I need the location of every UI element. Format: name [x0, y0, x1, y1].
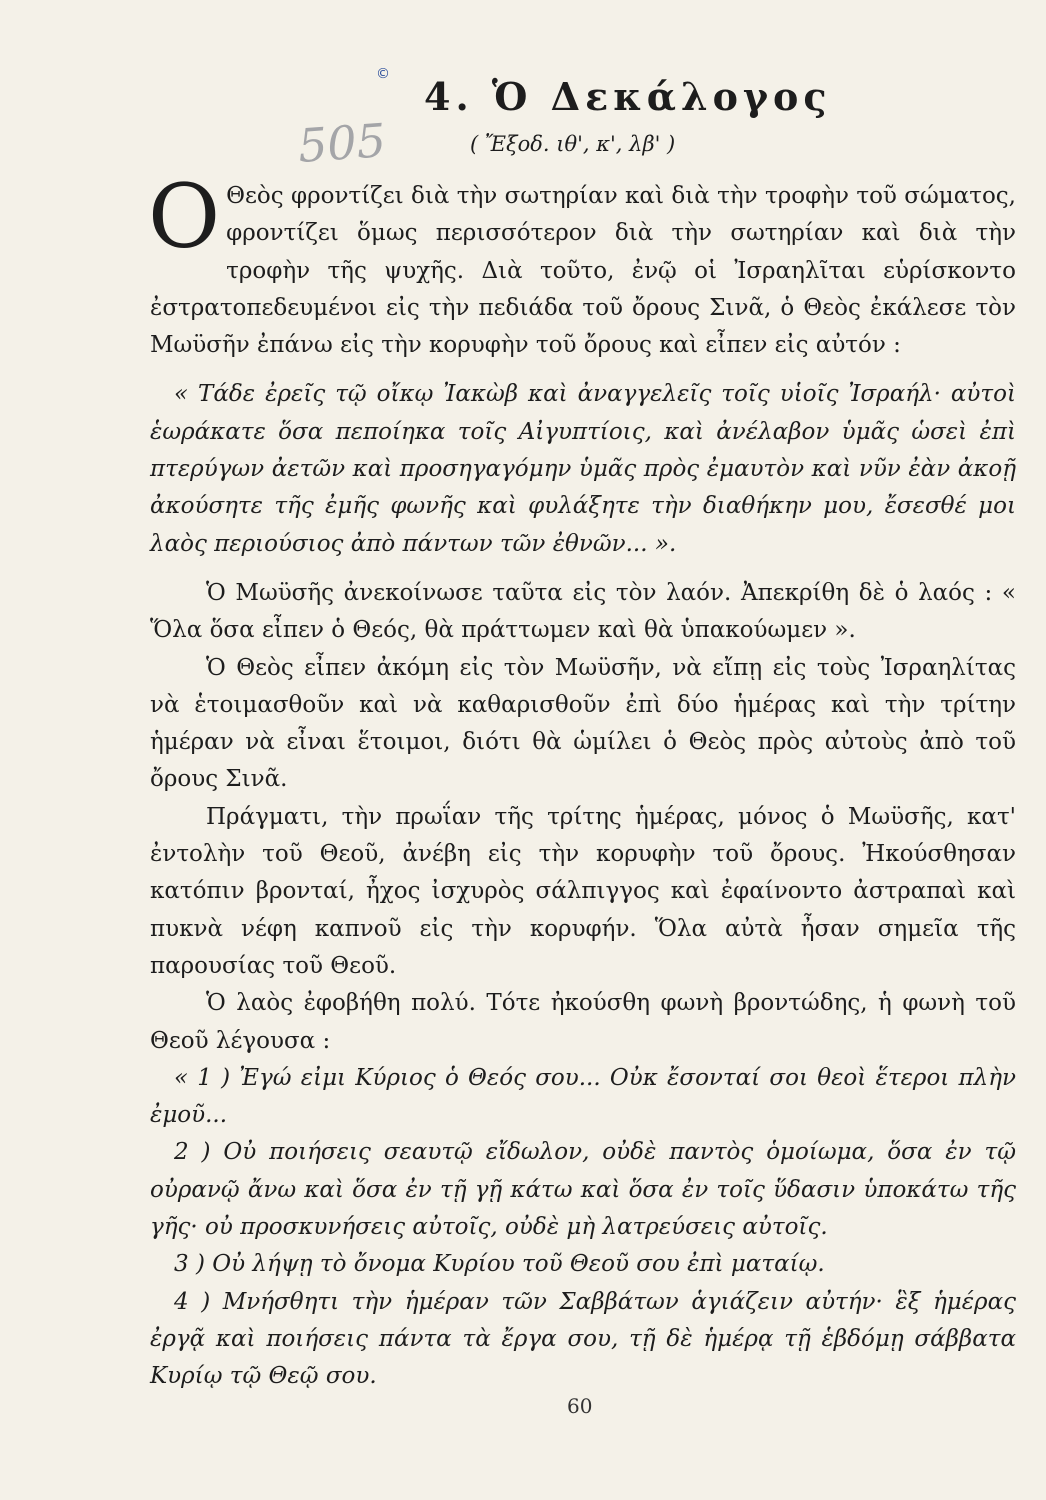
chapter-title: 4. Ὁ Δεκάλογος [424, 74, 832, 119]
intro-paragraph [148, 165, 1016, 364]
page-number: 60 [567, 1394, 593, 1418]
intro-text: Θεὸς φροντίζει διὰ τὴν σωτηρίαν καὶ διὰ τὴν τροφὴν τοῦ σώματος, φροντίζει ὅμως περισσότερον διὰ τὴν σωτηρίαν καὶ διὰ τὴν τροφὴν τῆς ψυχῆς. Διὰ τοῦτο, ἐνῷ οἱ Ἰσραηλῖται εὑρίσκοντο ἐστρατοπεδευμένοι εἰς τὴν πεδιάδα τοῦ ὄρους Σινᾶ, ὁ Θεὸς ἐκάλεσε τὸν Μωϋσῆν ἐπάνω εἰς τὴν κορυφὴν τοῦ ὄρους καὶ εἶπεν εἰς αὐτόν : [150, 183, 1016, 359]
commandment-4: 4 ) Μνήσθητι τὴν ἡμέραν τῶν Σαββάτων ἁγιάζειν αὐτήν· ἓξ ἡμέρας ἐργᾷ καὶ ποιήσεις πάντα τὰ ἔργα σου, τῇ δὲ ἡμέρᾳ τῇ ἑβδόμῃ σάββατα Κυρίῳ τῷ Θεῷ σου. [150, 1288, 1016, 1390]
divine-quote: « Τάδε ἐρεῖς τῷ οἴκῳ Ἰακὼβ καὶ ἀναγγελεῖς τοῖς υἱοῖς Ἰσραήλ· αὐτοὶ ἑωράκατε ὅσα πεποίηκα τοῖς Αἰγυπτίοις, καὶ ἀνέλαβον ὑμᾶς ὡσεὶ ἐπὶ πτερύγων ἀετῶν καὶ προσηγαγόμην ὑμᾶς πρὸς ἐμαυτὸν καὶ νῦν ἐὰν ἀκοῇ ἀκούσητε τῆς ἐμῆς φωνῆς καὶ φυλάξητε τὴν διαθήκην μου, ἔσεσθέ μοι λαὸς περιούσιος ἀπὸ πάντων τῶν ἐθνῶν... ». [150, 381, 1016, 557]
ink-mark: © [376, 66, 390, 82]
page-body [148, 165, 1016, 1396]
paragraph-preparation: Ὁ Θεὸς εἶπεν ἀκόμη εἰς τὸν Μωϋσῆν, νὰ εἴπῃ εἰς τοὺς Ἰσραηλίτας νὰ ἑτοιμασθοῦν καὶ νὰ καθαρισθοῦν ἐπὶ δύο ἡμέρας καὶ τὴν τρίτην ἡμέραν νὰ εἶναι ἕτοιμοι, διότι θὰ ὡμίλει ὁ Θεὸς πρὸς αὐτοὺς ἀπὸ τοῦ ὄρους Σινᾶ. [150, 654, 1016, 793]
handwritten-note: 505 [296, 113, 388, 173]
commandment-3: 3 ) Οὐ λήψῃ τὸ ὄνομα Κυρίου τοῦ Θεοῦ σου ἐπὶ ματαίῳ. [174, 1251, 825, 1278]
paragraph-people-reply: Ὁ Μωϋσῆς ἀνεκοίνωσε ταῦτα εἰς τὸν λαόν. Ἀπεκρίθη δὲ ὁ λαός : « Ὅλα ὅσα εἶπεν ὁ Θεός, θὰ πράττωμεν καὶ θὰ ὑπακούωμεν ». [150, 579, 1016, 644]
commandment-2: 2 ) Οὐ ποιήσεις σεαυτῷ εἴδωλον, οὐδὲ παντὸς ὁμοίωμα, ὅσα ἐν τῷ οὐρανῷ ἄνω καὶ ὅσα ἐν τῇ γῇ κάτω καὶ ὅσα ἐν τοῖς ὕδασιν ὑποκάτω τῆς γῆς· οὐ προσκυνήσεις αὐτοῖς, οὐδὲ μὴ λατρεύσεις αὐτοῖς. [150, 1139, 1016, 1241]
commandment-1: « 1 ) Ἐγώ εἰμι Κύριος ὁ Θεός σου... Οὐκ ἔσονταί σοι θεοὶ ἕτεροι πλὴν ἐμοῦ... [150, 1064, 1016, 1129]
paragraph-mount-sinai: Πράγματι, τὴν πρωΐαν τῆς τρίτης ἡμέρας, μόνος ὁ Μωϋσῆς, κατ' ἐντολὴν τοῦ Θεοῦ, ἀνέβη εἰς τὴν κορυφὴν τοῦ ὄρους. Ἠκούσθησαν κατόπιν βρονταί, ἦχος ἰσχυρὸς σάλπιγγος καὶ ἐφαίνοντο ἀστραπαὶ καὶ πυκνὰ νέφη καπνοῦ εἰς τὴν κορυφήν. Ὅλα αὐτὰ ἦσαν σημεῖα τῆς παρουσίας τοῦ Θεοῦ. [150, 803, 1016, 979]
scripture-reference: ( Ἔξοδ. ιθ', κ', λβ' ) [470, 132, 676, 156]
paragraph-voice: Ὁ λαὸς ἐφοβήθη πολύ. Τότε ἠκούσθη φωνὴ βροντώδης, ἡ φωνὴ τοῦ Θεοῦ λέγουσα : [150, 990, 1016, 1054]
drop-cap: Ο [148, 165, 221, 268]
